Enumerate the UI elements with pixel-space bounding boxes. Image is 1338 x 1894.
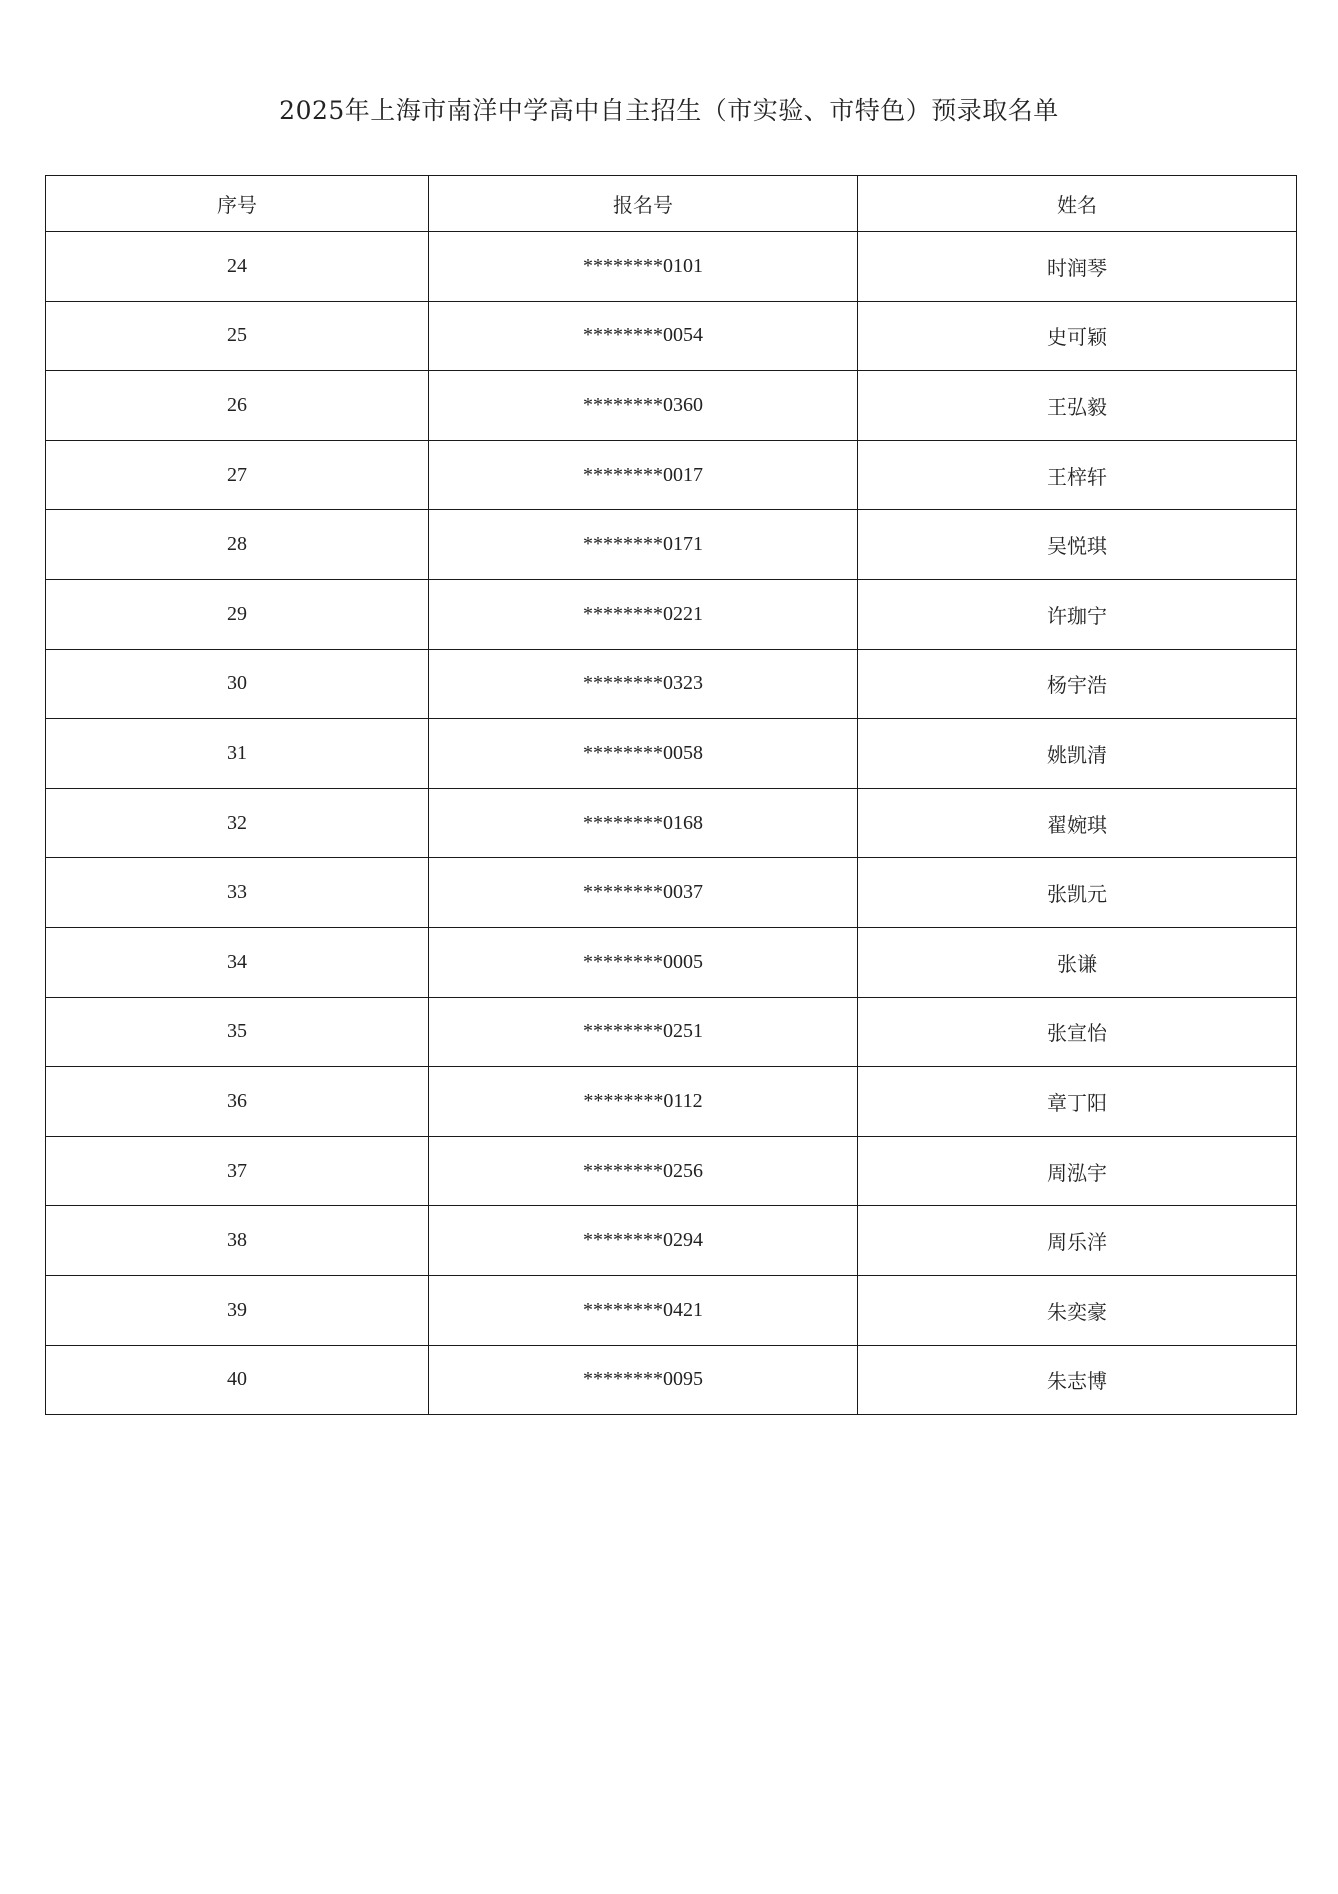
- cell-reg-no: ********0221: [429, 579, 858, 649]
- cell-reg-no: ********0095: [429, 1345, 858, 1415]
- cell-name: 章丁阳: [858, 1067, 1297, 1137]
- cell-seq: 37: [46, 1136, 429, 1206]
- table-row: [46, 301, 1297, 371]
- table-header-row: [46, 176, 1297, 232]
- cell-name: 吴悦琪: [858, 510, 1297, 580]
- cell-name: 许珈宁: [858, 579, 1297, 649]
- table-row: [46, 371, 1297, 441]
- cell-name: 王梓轩: [858, 440, 1297, 510]
- cell-reg-no: ********0058: [429, 719, 858, 789]
- table-body: [46, 232, 1297, 1415]
- table-row: [46, 1206, 1297, 1276]
- table-row: [46, 440, 1297, 510]
- cell-name: 周泓宇: [858, 1136, 1297, 1206]
- cell-seq: 35: [46, 997, 429, 1067]
- cell-reg-no: ********0251: [429, 997, 858, 1067]
- table-row: [46, 1275, 1297, 1345]
- table-row: [46, 788, 1297, 858]
- cell-seq: 33: [46, 858, 429, 928]
- cell-reg-no: ********0171: [429, 510, 858, 580]
- cell-reg-no: ********0017: [429, 440, 858, 510]
- cell-seq: 34: [46, 927, 429, 997]
- cell-seq: 36: [46, 1067, 429, 1137]
- cell-reg-no: ********0037: [429, 858, 858, 928]
- cell-name: 史可颖: [858, 301, 1297, 371]
- table-row: [46, 1345, 1297, 1415]
- table-row: [46, 579, 1297, 649]
- cell-seq: 29: [46, 579, 429, 649]
- cell-name: 姚凯清: [858, 719, 1297, 789]
- cell-seq: 28: [46, 510, 429, 580]
- cell-name: 杨宇浩: [858, 649, 1297, 719]
- cell-name: 朱奕豪: [858, 1275, 1297, 1345]
- table-row: [46, 1136, 1297, 1206]
- cell-name: 张宣怡: [858, 997, 1297, 1067]
- cell-seq: 31: [46, 719, 429, 789]
- cell-seq: 27: [46, 440, 429, 510]
- cell-seq: 26: [46, 371, 429, 441]
- cell-name: 时润琴: [858, 232, 1297, 302]
- cell-reg-no: ********0054: [429, 301, 858, 371]
- cell-reg-no: ********0101: [429, 232, 858, 302]
- cell-name: 翟婉琪: [858, 788, 1297, 858]
- table-row: [46, 927, 1297, 997]
- cell-name: 王弘毅: [858, 371, 1297, 441]
- header-seq: 序号: [46, 176, 429, 232]
- cell-name: 张凯元: [858, 858, 1297, 928]
- table-row: [46, 997, 1297, 1067]
- cell-reg-no: ********0112: [429, 1067, 858, 1137]
- cell-seq: 25: [46, 301, 429, 371]
- table-row: [46, 232, 1297, 302]
- table-row: [46, 858, 1297, 928]
- cell-seq: 30: [46, 649, 429, 719]
- table-row: [46, 510, 1297, 580]
- header-name: 姓名: [858, 176, 1297, 232]
- cell-name: 周乐洋: [858, 1206, 1297, 1276]
- cell-reg-no: ********0005: [429, 927, 858, 997]
- cell-seq: 38: [46, 1206, 429, 1276]
- cell-reg-no: ********0323: [429, 649, 858, 719]
- cell-seq: 40: [46, 1345, 429, 1415]
- cell-name: 朱志博: [858, 1345, 1297, 1415]
- cell-reg-no: ********0360: [429, 371, 858, 441]
- table-row: [46, 649, 1297, 719]
- table-row: [46, 719, 1297, 789]
- cell-reg-no: ********0294: [429, 1206, 858, 1276]
- cell-reg-no: ********0168: [429, 788, 858, 858]
- cell-seq: 32: [46, 788, 429, 858]
- cell-reg-no: ********0256: [429, 1136, 858, 1206]
- admission-table: [45, 175, 1297, 1415]
- table-row: [46, 1067, 1297, 1137]
- cell-reg-no: ********0421: [429, 1275, 858, 1345]
- document-title: 2025年上海市南洋中学高中自主招生（市实验、市特色）预录取名单: [279, 96, 1059, 125]
- header-reg-no: 报名号: [429, 176, 858, 232]
- cell-seq: 24: [46, 232, 429, 302]
- cell-seq: 39: [46, 1275, 429, 1345]
- cell-name: 张谦: [858, 927, 1297, 997]
